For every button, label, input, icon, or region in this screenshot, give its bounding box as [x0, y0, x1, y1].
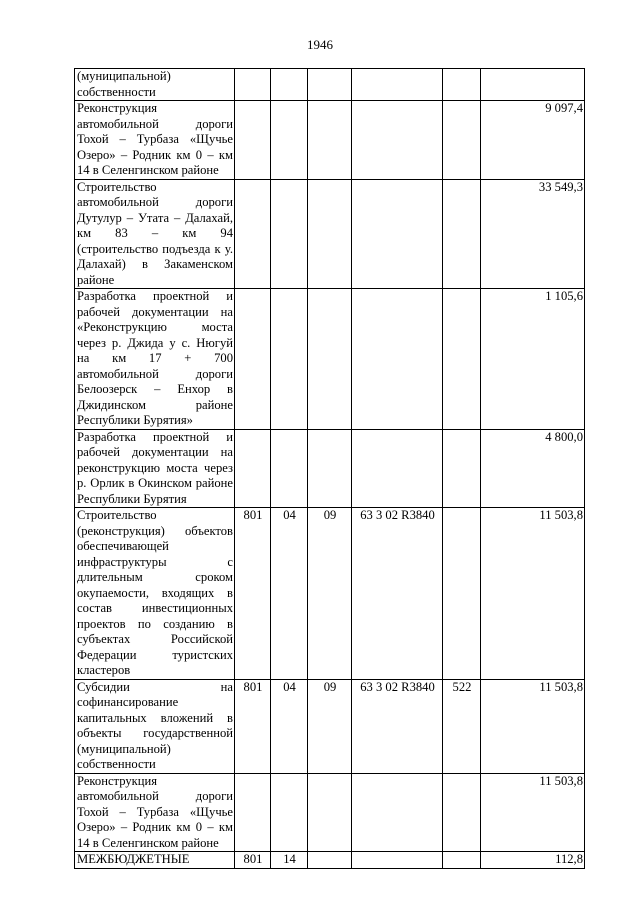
row-expense-type — [443, 429, 481, 508]
row-name: Субсидии на софинансирование капитальных вложений в объекты государственной (муниципальной) собственности — [75, 679, 235, 773]
row-expense-type — [443, 852, 481, 869]
row-target-article — [352, 101, 443, 180]
row-ministry-code — [235, 429, 271, 508]
row-ministry-code — [235, 289, 271, 430]
row-name: Разработка проектной и рабочей документации на реконструкцию моста через р. Орлик в Окинском районе Республики Бурятия — [75, 429, 235, 508]
row-name: Строительство автомобильной дороги Дутулур – Утата – Далахай, км 83 – км 94 (строительство подъезда к у. Далахай) в Закаменском районе — [75, 179, 235, 289]
table-row — [75, 179, 585, 289]
row-section-code: 14 — [271, 852, 308, 869]
row-target-article — [352, 852, 443, 869]
row-expense-type — [443, 773, 481, 852]
row-expense-type — [443, 69, 481, 101]
row-section-code: 04 — [271, 508, 308, 680]
table-row — [75, 101, 585, 180]
row-amount: 33 549,3 — [481, 179, 585, 289]
row-section-code — [271, 429, 308, 508]
row-section-code — [271, 179, 308, 289]
table-row — [75, 289, 585, 430]
row-amount: 9 097,4 — [481, 101, 585, 180]
row-expense-type — [443, 101, 481, 180]
row-amount: 112,8 — [481, 852, 585, 869]
row-section-code: 04 — [271, 679, 308, 773]
row-expense-type: 522 — [443, 679, 481, 773]
row-ministry-code — [235, 69, 271, 101]
row-amount: 11 503,8 — [481, 508, 585, 680]
row-ministry-code — [235, 773, 271, 852]
row-expense-type — [443, 179, 481, 289]
row-amount: 1 105,6 — [481, 289, 585, 430]
row-subsection-code — [308, 773, 352, 852]
page-number: 1946 — [307, 37, 333, 52]
row-ministry-code: 801 — [235, 852, 271, 869]
row-amount: 4 800,0 — [481, 429, 585, 508]
row-expense-type — [443, 289, 481, 430]
row-name: Реконструкция автомобильной дороги Тохой – Турбаза «Щучье Озеро» – Родник км 0 – км 14 в Селенгинском районе — [75, 773, 235, 852]
row-subsection-code: 09 — [308, 508, 352, 680]
row-section-code — [271, 101, 308, 180]
row-name: Строительство (реконструкция) объектов обеспечивающей инфраструктуры с длительным сроком окупаемости, входящих в состав инвестиционных проектов по созданию в субъектах Российской Федерации туристских кластеров — [75, 508, 235, 680]
row-subsection-code — [308, 101, 352, 180]
row-name: МЕЖБЮДЖЕТНЫЕ — [75, 852, 235, 869]
row-amount: 11 503,8 — [481, 773, 585, 852]
table-row — [75, 429, 585, 508]
row-target-article — [352, 69, 443, 101]
table-row — [75, 852, 585, 869]
row-section-code — [271, 773, 308, 852]
budget-table — [74, 68, 585, 869]
row-target-article: 63 3 02 R3840 — [352, 508, 443, 680]
row-ministry-code — [235, 179, 271, 289]
row-subsection-code — [308, 289, 352, 430]
row-ministry-code — [235, 101, 271, 180]
table-row — [75, 773, 585, 852]
row-expense-type — [443, 508, 481, 680]
row-target-article — [352, 773, 443, 852]
row-name: Реконструкция автомобильной дороги Тохой – Турбаза «Щучье Озеро» – Родник км 0 – км 14 в Селенгинском районе — [75, 101, 235, 180]
row-subsection-code — [308, 179, 352, 289]
row-subsection-code: 09 — [308, 679, 352, 773]
row-name: (муниципальной) собственности — [75, 69, 235, 101]
row-name: Разработка проектной и рабочей документации на «Реконструкцию моста через р. Джида у с. Нюгуй на км 17 + 700 автомобильной дороги Белоозерск – Енхор в Джидинском районе Республики Бурятия» — [75, 289, 235, 430]
row-target-article — [352, 289, 443, 430]
row-amount: 11 503,8 — [481, 679, 585, 773]
row-target-article — [352, 429, 443, 508]
table-row — [75, 508, 585, 680]
table-row — [75, 69, 585, 101]
row-target-article: 63 3 02 R3840 — [352, 679, 443, 773]
row-section-code — [271, 69, 308, 101]
row-target-article — [352, 179, 443, 289]
row-ministry-code: 801 — [235, 679, 271, 773]
table-row — [75, 679, 585, 773]
row-subsection-code — [308, 429, 352, 508]
row-section-code — [271, 289, 308, 430]
row-amount — [481, 69, 585, 101]
row-ministry-code: 801 — [235, 508, 271, 680]
row-subsection-code — [308, 69, 352, 101]
row-subsection-code — [308, 852, 352, 869]
